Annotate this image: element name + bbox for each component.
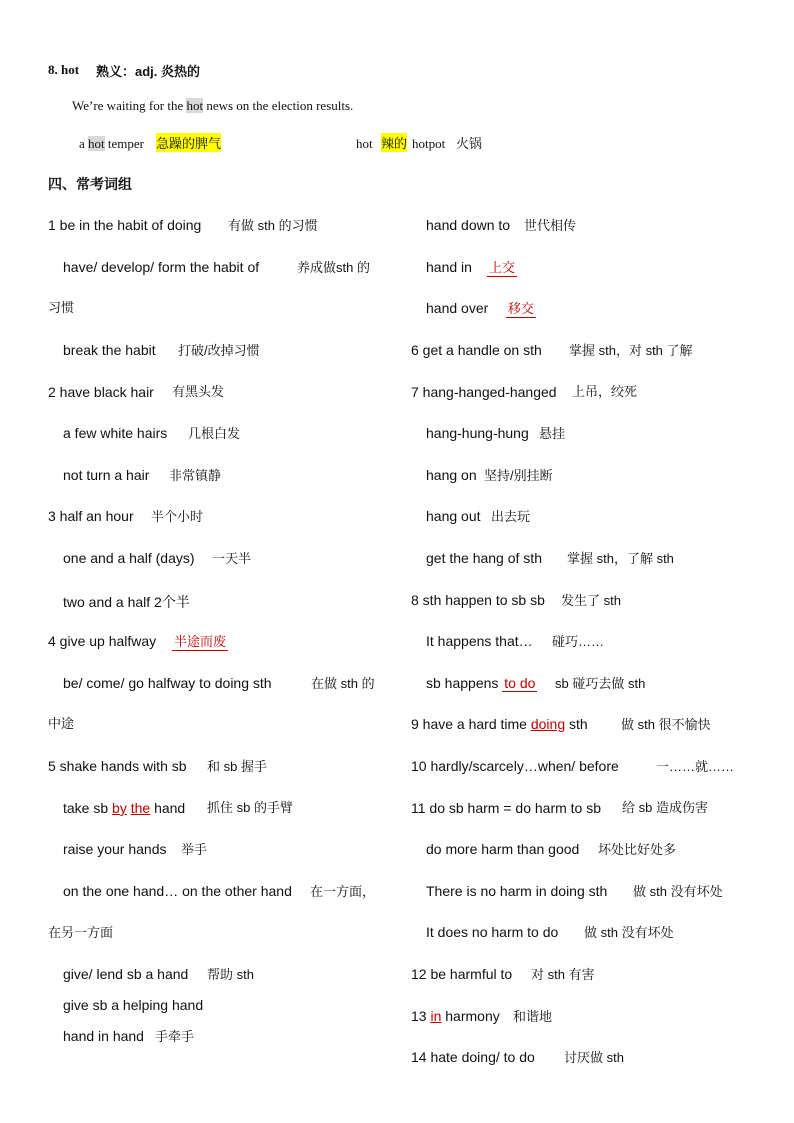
phrase-cn: 出去玩 <box>491 509 531 524</box>
phrase-cn: 一……就…… <box>656 759 735 774</box>
phrase-en: hang-hung-hung <box>426 425 529 441</box>
example-sentence <box>72 98 353 114</box>
phrase-word: hot <box>88 136 105 151</box>
phrase-en: get the hang of sth <box>426 550 542 566</box>
phrase-cn: 对 sth 有害 <box>531 967 595 982</box>
phrase-en <box>426 675 537 692</box>
phrase-cn: 养成做sth 的 <box>297 260 370 275</box>
phrase-cn: 举手 <box>181 842 208 857</box>
phrase-cn: 有黑头发 <box>172 384 225 399</box>
phrase-cn: 打破/改掉习惯 <box>178 343 260 358</box>
example-word: hot <box>186 98 204 113</box>
phrase-en: 8 sth happen to sb sb <box>411 592 545 608</box>
answer-word: the <box>130 800 151 816</box>
entry-meaning: 熟义：adj. 炎热的 <box>96 64 201 79</box>
phrase-cn: 做 sth 没有坏处 <box>584 925 674 940</box>
example-post: news on the election results. <box>203 98 354 113</box>
phrase-cn: 做 sth 很不愉快 <box>621 717 711 732</box>
phrase-en: 12 be harmful to <box>411 966 513 982</box>
phrase-en: hand in hand <box>63 1028 144 1044</box>
answer-blank: 半途而废 <box>172 631 228 651</box>
phrase-en: have/ develop/ form the habit of <box>63 259 260 275</box>
phrase-en: hand down to <box>426 217 511 233</box>
phrase-cn: 抓住 sb 的手臂 <box>207 800 293 815</box>
phrase-cn: 发生了 sth <box>561 593 621 608</box>
phrase-en: 4 give up halfway <box>48 633 157 649</box>
phrase-hotpot-cn: 火锅 <box>456 136 483 151</box>
phrase-en <box>411 716 588 732</box>
phrase-cn: 几根白发 <box>188 426 241 441</box>
phrase-post: temper <box>104 136 144 151</box>
phrase-en: a few white hairs <box>63 425 168 441</box>
phrase-cn: 在做 sth 的 <box>311 676 375 691</box>
text: hand <box>150 800 186 816</box>
phrase-en: 10 hardly/scarcely…when/ before <box>411 758 619 774</box>
phrase-en: be/ come/ go halfway to doing sth <box>63 675 272 691</box>
phrase-en: break the habit <box>63 342 156 358</box>
phrase-en <box>63 800 185 816</box>
phrase-en: not turn a hair <box>63 467 150 483</box>
phrase-cn: 讨厌做 sth <box>564 1050 624 1065</box>
example-pre: We’re waiting for the <box>72 98 187 113</box>
text: 9 have a hard time <box>411 716 531 732</box>
phrase-cn: 世代相传 <box>524 218 577 233</box>
phrase-cn: 掌握 sth，对 sth 了解 <box>569 343 693 358</box>
phrase-en: two and a half 2个半 <box>63 594 190 610</box>
answer-word: by <box>112 800 127 816</box>
text: take sb <box>63 800 113 816</box>
phrase-en: 1 be in the habit of doing <box>48 217 202 233</box>
phrase-en: one and a half (days) <box>63 550 195 566</box>
phrase-en <box>411 1008 500 1024</box>
phrase-en: do more harm than good <box>426 841 580 857</box>
phrase-cn: sb 碰巧去做 sth <box>555 676 646 691</box>
phrase-pre: a <box>79 136 89 151</box>
phrase-en: 2 have black hair <box>48 384 154 400</box>
answer-blank: to do <box>504 675 536 691</box>
phrase-en: There is no harm in doing sth <box>426 883 608 899</box>
phrase-en: 7 hang-hanged-hanged <box>411 384 557 400</box>
answer-blank: 上交 <box>487 257 517 277</box>
phrase-cn: 手牵手 <box>155 1029 195 1044</box>
phrase-cn: 非常镇静 <box>169 468 222 483</box>
phrase-en: 5 shake hands with sb <box>48 758 187 774</box>
phrase-hot-spicy-cn: 辣的 <box>381 133 407 152</box>
phrase-cn: 帮助 sth <box>207 967 254 982</box>
phrase-en: hang out <box>426 508 481 524</box>
phrase-cn: 和谐地 <box>513 1009 553 1024</box>
answer-word: doing <box>530 716 566 732</box>
phrase-cn: 坚持/别挂断 <box>484 468 553 483</box>
phrase-cn-wrap: 中途 <box>48 716 75 731</box>
phrase-cn: 半个小时 <box>151 509 204 524</box>
answer-word: in <box>430 1008 442 1024</box>
phrase-en: give sb a helping hand <box>63 997 204 1013</box>
phrase-en: 6 get a handle on sth <box>411 342 542 358</box>
text: sth <box>565 716 588 732</box>
phrase-cn-wrap: 习惯 <box>48 300 75 315</box>
phrase-en: hang on <box>426 467 477 483</box>
text: sb happens <box>426 675 499 691</box>
answer-blank: 移交 <box>506 298 536 318</box>
phrase-en: It does no harm to do <box>426 924 559 940</box>
phrase-en: hand over <box>426 300 489 316</box>
text: 13 <box>411 1008 431 1024</box>
phrase-cn: 碰巧…… <box>552 634 605 649</box>
phrase-cn: 坏处比好处多 <box>598 842 677 857</box>
phrase-en: on the one hand… on the other hand <box>63 883 292 899</box>
phrase-cn: 在一方面， <box>310 884 376 899</box>
phrase-en: give/ lend sb a hand <box>63 966 189 982</box>
phrase-en: 14 hate doing/ to do <box>411 1049 535 1065</box>
phrase-cn: 做 sth 没有坏处 <box>633 884 723 899</box>
entry-title: 8. hot <box>48 62 80 77</box>
phrase-hot-temper-cn: 急躁的脾气 <box>156 133 221 152</box>
text: harmony <box>441 1008 500 1024</box>
phrase-hotpot: hotpot <box>412 136 446 151</box>
phrase-hot-word: hot <box>356 136 373 151</box>
phrase-cn: 悬挂 <box>539 426 566 441</box>
phrase-en: 11 do sb harm = do harm to sb <box>411 800 602 816</box>
phrase-cn-wrap: 在另一方面 <box>48 925 114 940</box>
phrase-cn: 和 sb 握手 <box>207 759 267 774</box>
section-title: 四、常考词组 <box>48 176 132 192</box>
phrase-cn: 掌握 sth，了解 sth <box>567 551 674 566</box>
phrase-en: hand in <box>426 259 472 275</box>
phrase-en: 3 half an hour <box>48 508 134 524</box>
phrase-cn: 给 sb 造成伤害 <box>622 800 708 815</box>
phrase-cn: 上吊，绞死 <box>572 384 638 399</box>
phrase-en: raise your hands <box>63 841 167 857</box>
phrase-cn: 有做 sth 的习惯 <box>228 218 318 233</box>
phrase-cn: 一天半 <box>212 551 252 566</box>
phrase-en: It happens that… <box>426 633 533 649</box>
phrase-hot-temper <box>79 136 144 152</box>
